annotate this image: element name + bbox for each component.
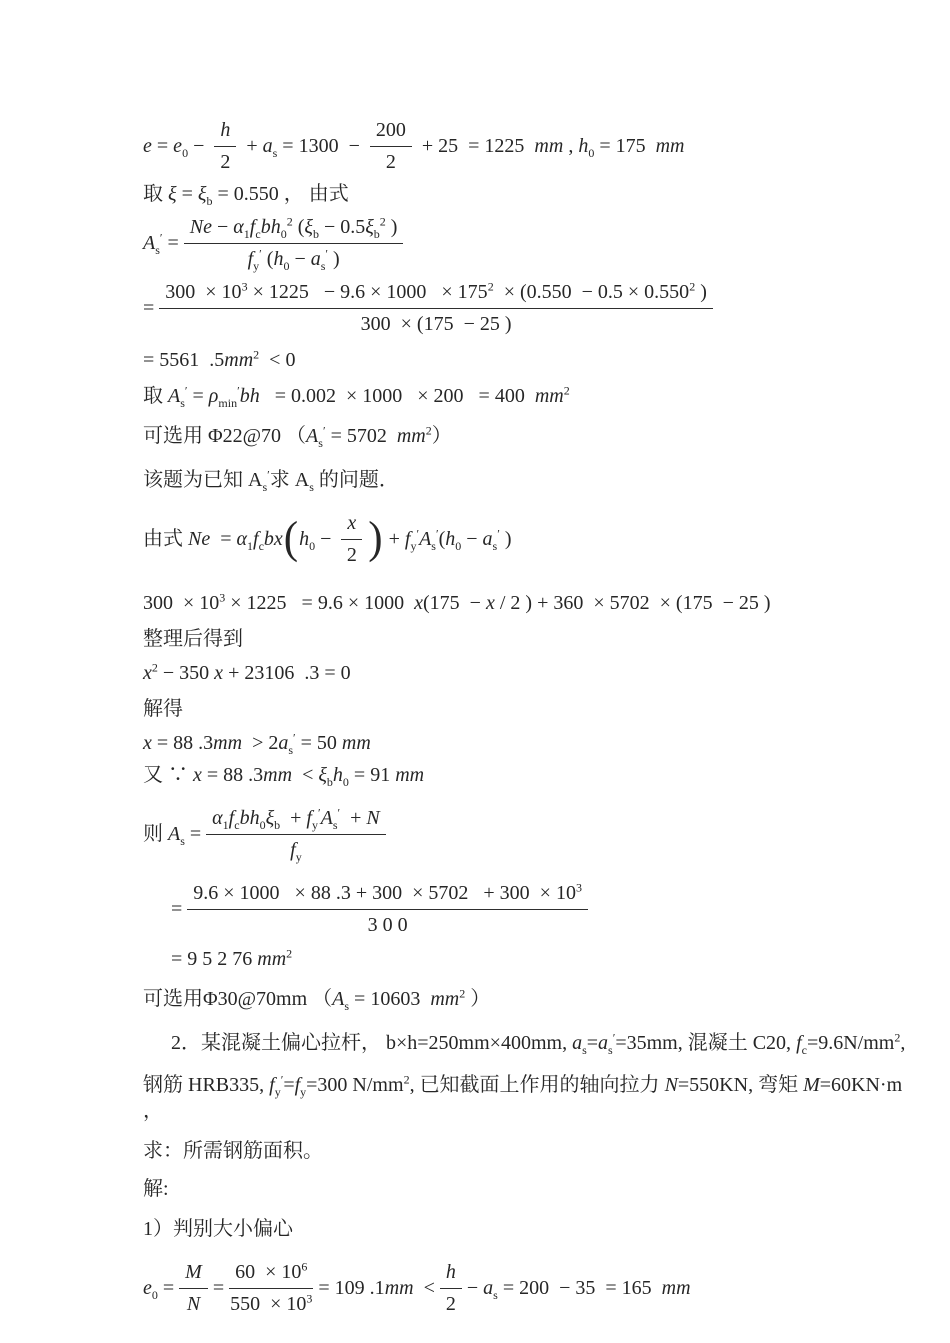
fraction-as-prime: $\frac{Ne - \alpha_1f_cbh_0^2 (\xi_b - 0.5\xi_b^2 )}{f_y' (h_0 - a_s' )}$ (184, 215, 404, 272)
formula-text: = (212, 1277, 225, 1299)
fraction-moment-over-force: $\frac{60 \times 10^6}{550 \times 10^3}$ (230, 1259, 313, 1315)
formula-as-definition (143, 806, 920, 863)
formula-ne-equation (143, 511, 920, 568)
line-rearrange-note: 整理后得到 (143, 628, 243, 650)
para-problem2-line3: 求：所需钢筋面积。 (143, 1140, 323, 1162)
line-solve-note: 解得 (143, 698, 183, 720)
formula-e0-check (143, 1260, 920, 1317)
line-step1-label: 1）判别大小偏心 (143, 1218, 293, 1240)
formula-as-substitution (171, 881, 920, 938)
fraction-m-over-n: $\frac{M}{N}$ (179, 1260, 208, 1317)
formula-as-prime-substitution (143, 280, 920, 337)
fraction-h-over-2: $\frac{h}{2}$ (214, 118, 236, 175)
fraction-as-prime-numbers: $300 \times 10^3 \times 1225 - 9.6 \times 1000 \times 175^2 \times (0.550 - 0.5 \times 0.550^2$ ) 300 × (175 − 25 ) (159, 280, 713, 337)
formula-text: = (143, 297, 155, 319)
formula-as-prime-definition (143, 215, 920, 272)
fraction-x-over-2: $\frac{x}{2}$ (341, 511, 362, 568)
formula-text: + $a_s = 1300$ − (241, 135, 365, 160)
formula-text: $e_0$ = (143, 1277, 175, 1302)
line-x-result: x = 88 $.3mm > 2a_s' = 50$ mm (143, 730, 371, 757)
formula-text: − $a_s = 200 - 35 = 165$ mm (466, 1277, 691, 1302)
formula-text: = (171, 898, 183, 920)
formula-text: $h_0$ − (299, 528, 337, 553)
fraction-as-numbers: $\frac{9.6 \times 1000 \times 88 .3 + 300 \times 5702 + 300 \times 10^3}{3 0 0}$ (187, 881, 588, 938)
para-problem2-line1: 2．某混凝土偏心拉杆， b×h=250mm×400mm, $a_s=a_s'=35mm$, 混凝土 C20, $f_c=9.6N/mm^2$, (171, 1030, 906, 1057)
big-paren-close: ) (368, 513, 383, 564)
line-quadratic-equation: $x^2 - 350$ x + 23106 .3 = 0 (143, 660, 351, 684)
line-as-result: = 9 5 2 76 $mm^2$ (171, 946, 293, 970)
line-rebar-selection-1: 可选用 Φ22@70 （$A_s' = 5702$ $mm^2$） (143, 423, 452, 450)
line-take-xi-b: 取 $\xi = \xi_b = 0.550$ ， 由式 (143, 183, 349, 208)
formula-text: $A_s'$ = (143, 230, 179, 257)
formula-e-value (143, 118, 920, 175)
formula-text: 则 $A_s$ = (143, 823, 202, 848)
line-problem-note: 该题为已知 $A_s'$求 $A_s$ 的问题． (143, 467, 399, 494)
fraction-as: $\frac{\alpha_1f_cbh_0\xi_b + f_y'A_s' + N}{f_y}$ (206, 806, 386, 863)
formula-text: $e = e_0$ − (143, 135, 210, 160)
fraction-h-over-2: $\frac{h}{2}$ (440, 1260, 462, 1317)
formula-text: = 109 .1mm < (318, 1277, 435, 1299)
line-rebar-selection-2: 可选用Φ30@70mm （$A_s = 10603$ $mm^2$ ） (143, 986, 491, 1013)
line-x-check: 又 ∵ x = 88 $.3mm < \xi_bh_0 = 91$ mm (143, 764, 425, 789)
line-as-prime-result: = 5561 $.5mm^2 < 0$ (143, 347, 296, 371)
line-solution-label: 解: (143, 1178, 169, 1200)
line-as-prime-min: 取 $A_s' = \rho_{min}'bh = 0.002 \times 1000 \times 200 = 400$ $mm^2$ (143, 383, 570, 410)
formula-text: + 25 = 1225 mm , $h_0 = 175$ mm (416, 135, 685, 160)
fraction-200-over-2: $\frac{200}{2}$ (370, 118, 412, 175)
para-problem2-line2: 钢筋 HRB335, $f_y'=f_y=300$ $N/mm^2$, 已知截面上作用的轴向拉力 N=550KN, 弯矩 M=60KN·m ， (143, 1072, 908, 1122)
formula-text: + $f_y'A_s'(h_0 - a_s'$ ) (383, 526, 512, 553)
line-ne-substitution: $300 \times 10^3 \times 1225 = 9.6 \times 1000$ x(175 − x / 2 ) + 360 × 5702 × (175 − 25 ) (143, 590, 771, 614)
formula-text: 由式 $Ne = \alpha_1f_cbx$ (143, 528, 283, 553)
big-paren-open: ( (283, 513, 299, 564)
